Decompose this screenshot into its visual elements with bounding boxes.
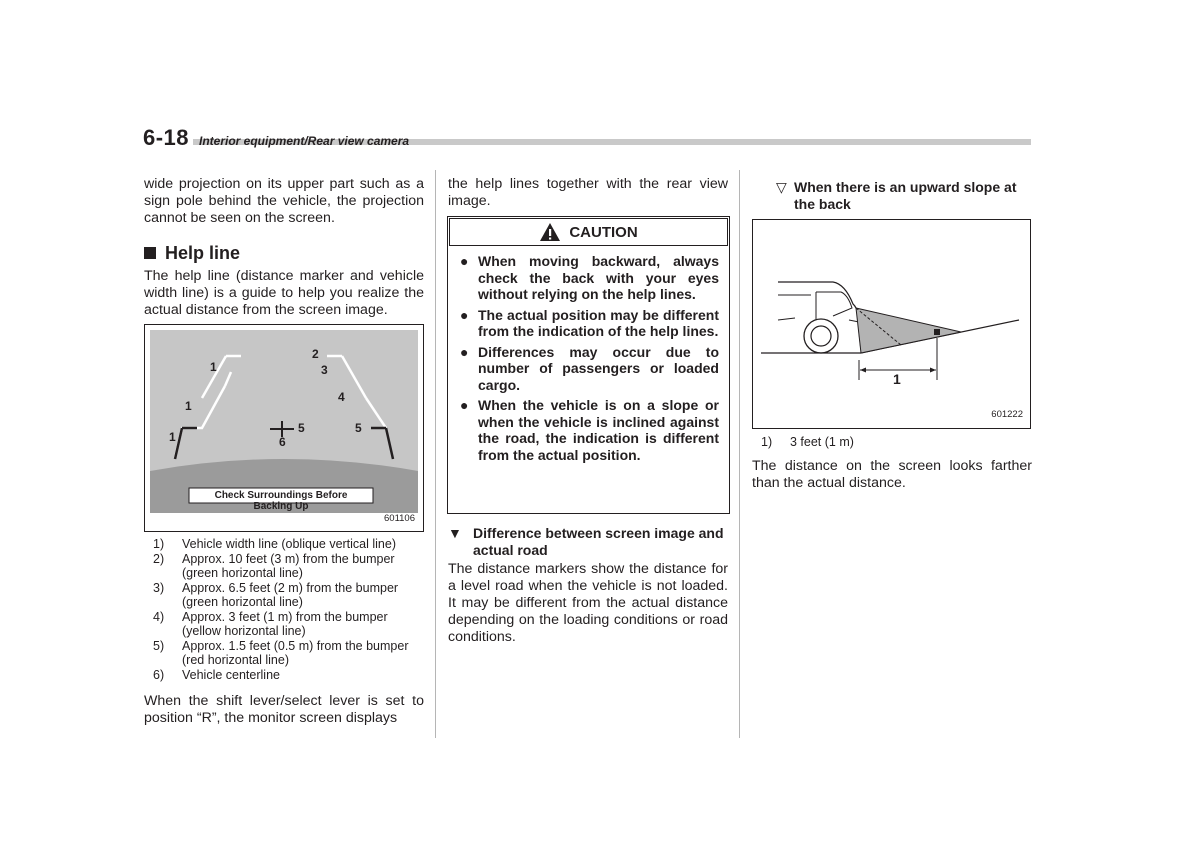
- wheel-hub: [811, 326, 831, 346]
- intro-text: wide projection on its upper part such as a sign pole behind the vehicle, the projection cannot be seen on the screen.: [144, 176, 424, 226]
- list-item: 3) Approx. 6.5 feet (2 m) from the bumper (green horizontal line): [153, 580, 399, 609]
- column-2: [448, 176, 728, 210]
- column-divider: [435, 170, 436, 738]
- help-line-heading: [144, 242, 424, 264]
- slope-diagram: [753, 220, 1030, 428]
- intro-text: the help lines together with the rear view image.: [448, 176, 728, 209]
- warning-banner-text: Check Surroundings Before Backing Up: [214, 490, 348, 512]
- list-item: ● When moving backward, always check the back with your eyes without relying on the help lines.: [460, 253, 719, 302]
- difference-heading: ▼ Difference between screen image and actual road: [448, 525, 724, 558]
- list-item: ● The actual position may be different from the indication of the help lines.: [460, 306, 719, 339]
- square-bullet-icon: [144, 247, 156, 259]
- callout-label: 5: [298, 421, 305, 435]
- down-triangle-icon: ▼: [448, 525, 462, 541]
- outline-triangle-icon: ▽: [776, 179, 787, 195]
- difference-text: The distance markers show the distance for a level road when the vehicle is not loaded. It may be different from the actual distance depending on the loading conditions or road conditions.: [448, 561, 728, 645]
- callout-label: 5: [355, 421, 362, 435]
- callout-label: 1: [169, 430, 176, 444]
- caution-list: [448, 247, 729, 471]
- help-line-heading-text: Help line: [165, 243, 241, 263]
- slope-legend-block: [752, 435, 1032, 492]
- figure-code: 601106: [384, 513, 415, 524]
- slope-heading: ▽ When there is an upward slope at the back: [776, 179, 1017, 212]
- list-item: ● When the vehicle is on a slope or when the vehicle is inclined against the road, the indication is different from the actual position.: [460, 397, 719, 463]
- callout-label: 1: [893, 371, 901, 387]
- figure-code: 601222: [991, 409, 1023, 420]
- callout-label: 1: [210, 360, 217, 374]
- outro-text: When the shift lever/select lever is set to position “R”, the monitor screen displays: [144, 693, 424, 726]
- list-item: 6) Vehicle centerline: [153, 667, 280, 682]
- list-item: 1) Vehicle width line (oblique vertical line): [153, 537, 397, 551]
- car-window: [778, 292, 852, 320]
- caution-header: [449, 218, 728, 246]
- figure-legend: [144, 537, 429, 682]
- list-item: 4) Approx. 3 feet (1 m) from the bumper (yellow horizontal line): [153, 609, 388, 638]
- list-item: 1) 3 feet (1 m): [761, 435, 854, 449]
- callout-label: 6: [279, 435, 286, 449]
- outro-block: [144, 693, 424, 727]
- callout-label: 3: [321, 363, 328, 377]
- arrow-left-icon: [860, 368, 866, 373]
- warning-triangle-icon: [539, 222, 561, 242]
- help-line-figure: [144, 324, 424, 532]
- page-number: 6-18: [143, 125, 190, 150]
- legend-block: [144, 537, 429, 682]
- slope-figure: [752, 219, 1031, 429]
- section-title: Interior equipment/Rear view camera: [199, 134, 410, 148]
- slope-heading-block: [776, 179, 1034, 213]
- list-item: 5) Approx. 1.5 feet (0.5 m) from the bumper (red horizontal line): [153, 638, 409, 667]
- slope-text: The distance on the screen looks farther than the actual distance.: [752, 457, 1032, 491]
- callout-label: 2: [312, 347, 319, 361]
- list-item: ● Differences may occur due to number of passengers or loaded cargo.: [460, 343, 719, 393]
- caution-box: [447, 216, 730, 514]
- column-1: [144, 176, 424, 319]
- arrow-right-icon: [930, 368, 936, 373]
- marker-point: [934, 329, 940, 335]
- callout-label: 1: [185, 399, 192, 413]
- list-item: 2) Approx. 10 feet (3 m) from the bumper (green horizontal line): [153, 551, 395, 580]
- help-line-text: The help line (distance marker and vehicle width line) is a guide to help you realize the actual distance from the screen image.: [144, 268, 424, 318]
- figure-legend: [752, 435, 1032, 450]
- callout-label: 4: [338, 390, 345, 404]
- column-divider: [739, 170, 740, 738]
- camera-view-cone: [856, 308, 961, 353]
- caution-title: CAUTION: [569, 223, 638, 241]
- difference-section: [448, 525, 728, 646]
